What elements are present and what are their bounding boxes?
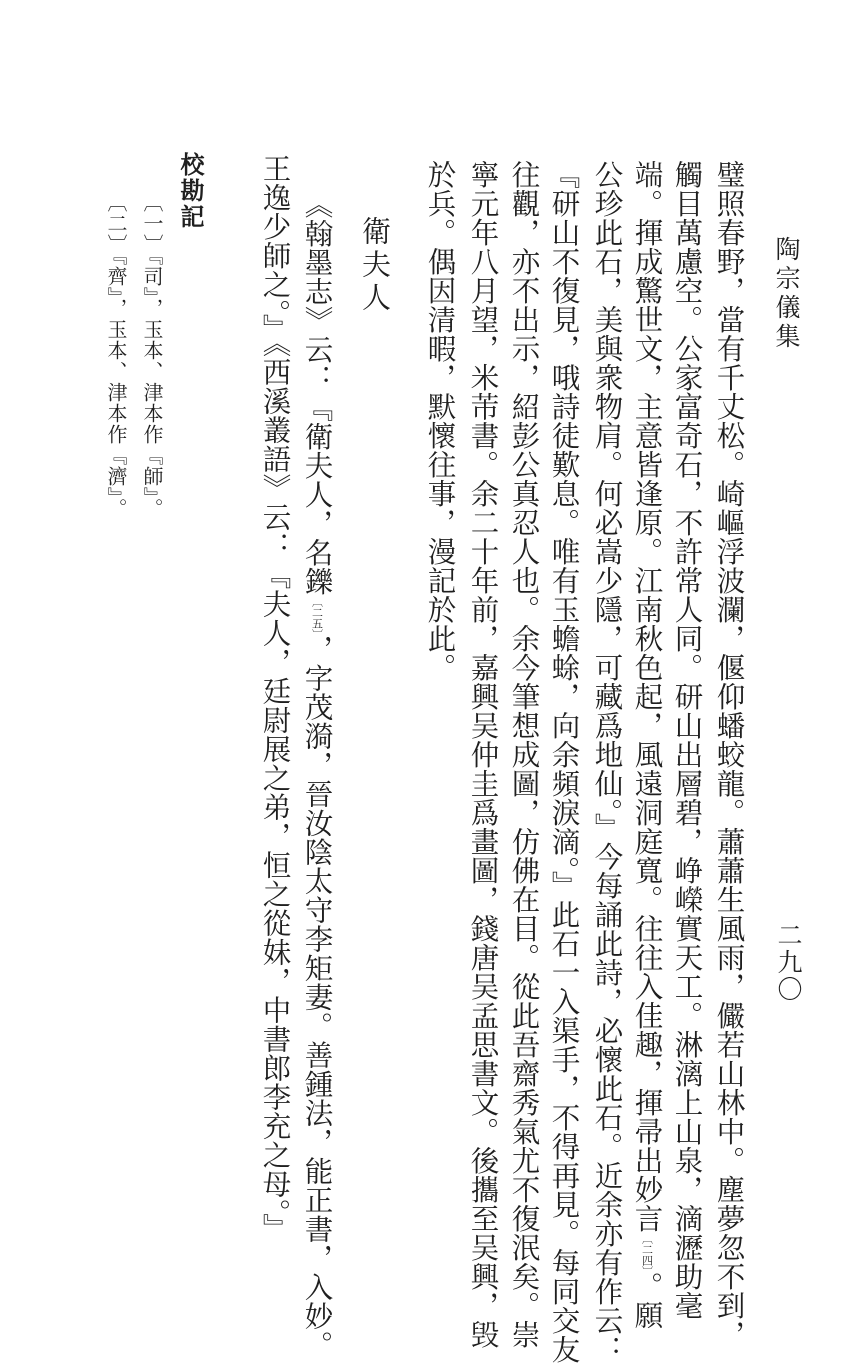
footnote-reference: 〔二四〕: [640, 1233, 654, 1272]
text-column: 往觀，亦不出示，紹彭公真忍人也。余今筆想成圖，仿佛在目。從此吾齋秀氣尤不復泯矣。崇: [507, 160, 541, 1349]
collation-note: 〔一〕『司』，玉本、津本作『師』。: [140, 192, 164, 519]
text-segment: 端。揮成驚世文，主意皆逢原。江南秋色起，風遠洞庭寬。往往入佳趣，揮帚出妙言: [630, 160, 664, 1233]
text-column: 寧元年八月望，米芾書。余二十年前，嘉興吴仲圭爲畫圖，錢唐吴孟思書文。後攜至吴興，毁: [466, 160, 500, 1349]
text-column: 公珍此石，美與衆物肩。何必嵩少隱，可藏爲地仙。』今每誦此詩，必懷此石。近余亦有作云：: [590, 160, 624, 1364]
text-segment: ，字茂漪，晉汝陰太守李矩妻。善鍾法，能正書，入妙。: [300, 634, 334, 1360]
text-segment: 。願: [630, 1271, 664, 1330]
page-number: 二九〇: [774, 922, 803, 1003]
text-column: 觸目萬慮空。公家富奇石，不許常人同。研山出層碧，峥嶸實天工。淋漓上山泉，滴瀝助毫: [670, 160, 704, 1320]
running-header-title: 陶宗儀集: [772, 236, 801, 352]
entry-text-column: 王逸少師之。』《西溪叢語》云：『夫人，廷尉展之弟，恒之從妹，中書郎李充之母。』: [258, 154, 292, 1243]
text-column: 於兵。偶因清暇，默懷往事，漫記於此。: [423, 160, 457, 682]
entry-text-column: [300, 190, 334, 1360]
collation-note: 〔二〕『齊』，玉本、津本作『濟』。: [104, 192, 128, 519]
text-column: 璧照春野，當有千丈松。崎嶇浮波瀾，偃仰蟠蛟龍。蕭蕭生風雨，儼若山林中。塵夢忽不到，: [712, 160, 746, 1349]
section-title: 衛夫人: [358, 216, 392, 315]
text-column: [630, 160, 664, 1330]
collation-notes-title: 校勘記: [176, 152, 205, 230]
text-segment: 《翰墨志》云：『衛夫人，名鑠: [300, 190, 334, 596]
footnote-reference: 〔二五〕: [310, 596, 324, 635]
text-column: 『研山不復見，哦詩徒歎息。唯有玉蟾蜍，向余頻淚滴。』此石一入渠手，不得再見。每同交友: [547, 160, 581, 1364]
